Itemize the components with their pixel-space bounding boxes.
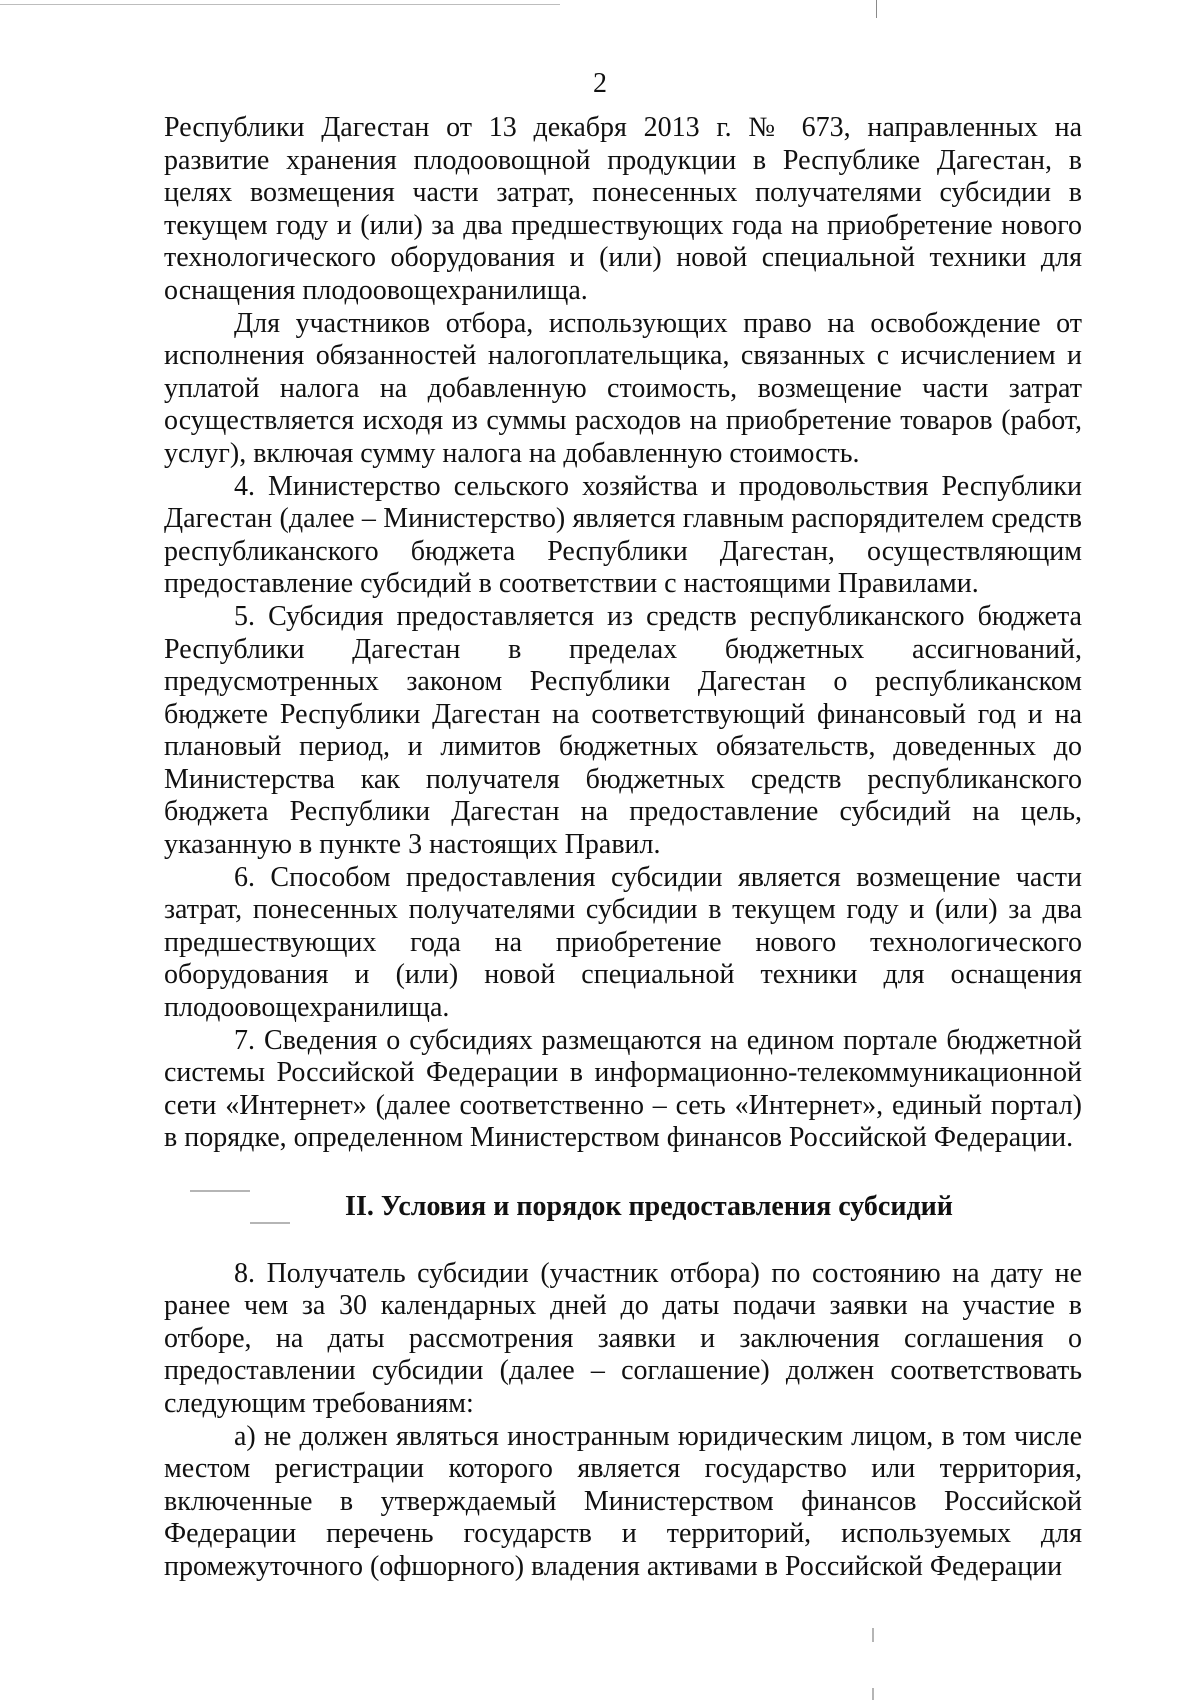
paragraph-item-8: 8. Получатель субсидии (участник отбора) по состоянию на дату не ранее чем за 30 календарных дней до даты подачи заявки на участие в отборе, на даты рассмотрения заявки и заключения соглашения о предоставлении субсидии (далее – соглашение) должен соответствовать следующим требованиям: [164, 1257, 1082, 1419]
document-body [164, 112, 1082, 1584]
paragraph-item-6: 6. Способом предоставления субсидии является возмещение части затрат, понесенных получателями субсидии в текущем году и (или) за два предшествующих года на приобретение нового технологического оборудования и (или) новой специальной техники для оснащения плодоовощехранилища. [164, 861, 1082, 1024]
paragraph-item-5: 5. Субсидия предоставляется из средств республиканского бюджета Республики Дагестан в пределах бюджетных ассигнований, предусмотренных законом Республики Дагестан о республиканском бюджете Республики Дагестан на соответствующий финансовый год и на плановый период, и лимитов бюджетных обязательств, доведенных до Министерства как получателя бюджетных средств республиканского бюджета Республики Дагестан на предоставление субсидий на цель, указанную в пункте 3 настоящих Правил. [164, 600, 1082, 861]
scan-speck [190, 1190, 250, 1192]
scan-speck [872, 1688, 874, 1700]
paragraph-vat-exemption: Для участников отбора, использующих право на освобождение от исполнения обязанностей налогоплательщика, связанных с исчислением и уплатой налога на добавленную стоимость, возмещение части затрат осуществляется исходя из суммы расходов на приобретение товаров (работ, услуг), включая сумму налога на добавленную стоимость. [164, 307, 1082, 469]
scan-speck [250, 1222, 290, 1224]
scan-edge-line [0, 4, 560, 5]
section-heading: II. Условия и порядок предоставления субсидий [345, 1191, 953, 1222]
paragraph-item-7: 7. Сведения о субсидиях размещаются на едином портале бюджетной системы Российской Федерации в информационно-телекоммуникационной сети «Интернет» (далее соответственно – сеть «Интернет», единый портал) в порядке, определенном Министерством финансов Российской Федерации. [164, 1024, 1082, 1154]
page-number: 2 [593, 68, 607, 99]
scan-speck [872, 1628, 874, 1642]
scan-mark [876, 0, 877, 18]
paragraph-item-4: 4. Министерство сельского хозяйства и продовольствия Республики Дагестан (далее – Министерство) является главным распорядителем средств республиканского бюджета Республики Дагестан, осуществляющим предоставление субсидий в соответствии с настоящими Правилами. [164, 470, 1082, 600]
paragraph-continuation: Республики Дагестан от 13 декабря 2013 г. № 673, направленных на развитие хранения плодоовощной продукции в Республике Дагестан, в целях возмещения части затрат, понесенных получателями субсидии в текущем году и (или) за два предшествующих года на приобретение нового технологического оборудования и (или) новой специальной техники для оснащения плодоовощехранилища. [164, 112, 1082, 306]
paragraph-item-8a: а) не должен являться иностранным юридическим лицом, в том числе местом регистрации которого является государство или территория, включенные в утверждаемый Министерством финансов Российской Федерации перечень государств и территорий, используемых для промежуточного (офшорного) владения активами в Российской Федерации [164, 1420, 1082, 1582]
